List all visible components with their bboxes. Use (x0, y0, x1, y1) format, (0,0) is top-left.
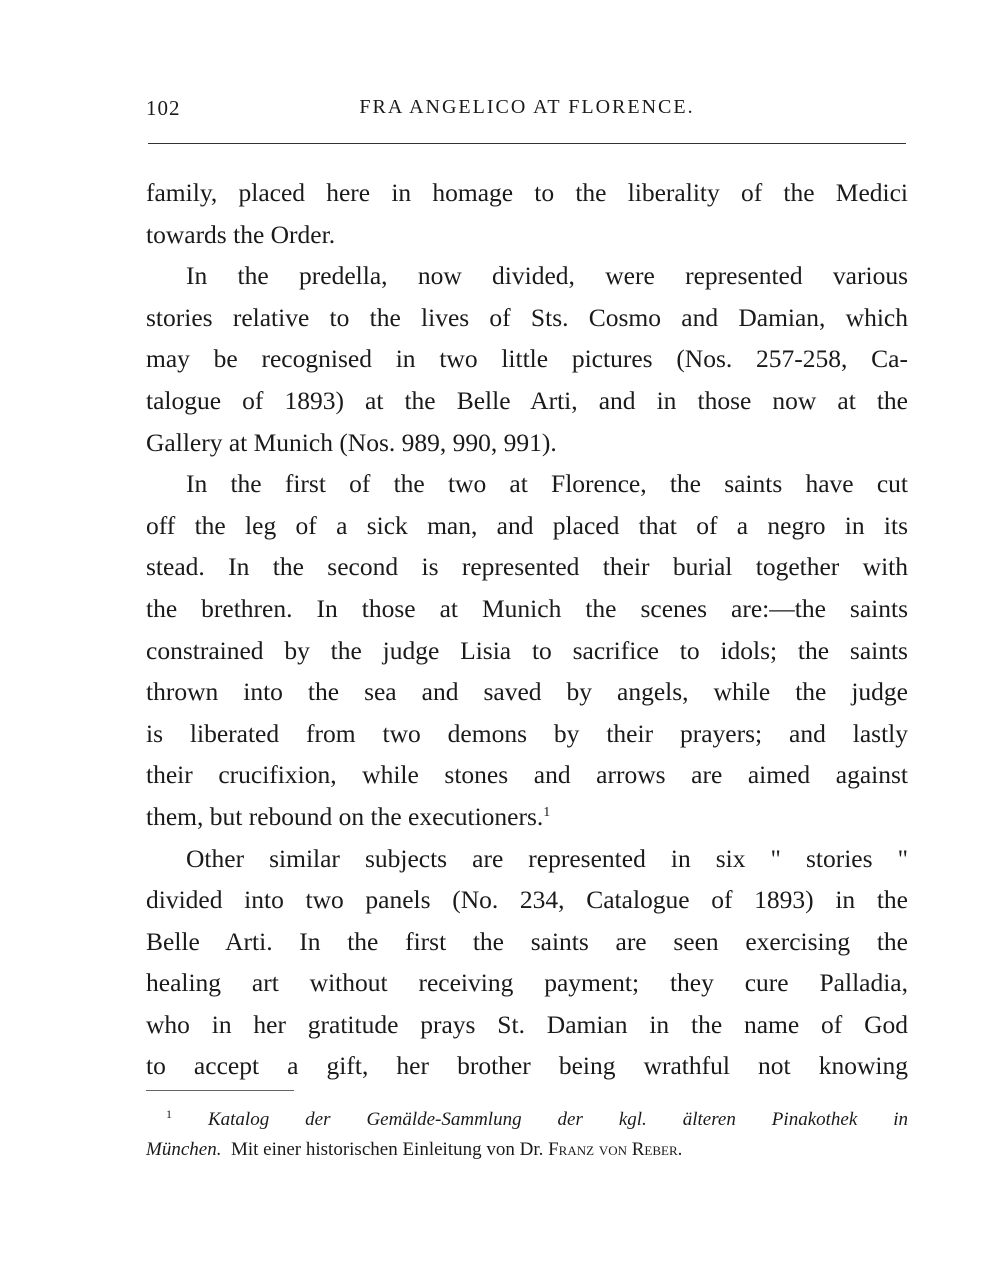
footnote-city: München. (146, 1139, 222, 1160)
footnote-line (146, 1135, 908, 1165)
header-rule (148, 143, 906, 144)
text-line: divided into two panels (No. 234, Catalogue of 1893) in the (146, 885, 908, 915)
text-line: stories relative to the lives of Sts. Cosmo and Damian, which (146, 302, 908, 332)
text-line: to accept a gift, her brother being wrathful not knowing (146, 1051, 908, 1081)
footnote-author: Franz von Reber. (548, 1139, 683, 1160)
text-line: Belle Arti. In the first the saints are seen exercising the (146, 926, 908, 956)
text-line: talogue of 1893) at the Belle Arti, and in those now at the (146, 385, 908, 415)
text-line: Other similar subjects are represented in six " stories " (186, 843, 908, 873)
text-line: In the predella, now divided, were represented various (186, 261, 908, 291)
footnote-rule (146, 1090, 294, 1091)
text-line: constrained by the judge Lisia to sacrifice to idols; the saints (146, 635, 908, 665)
text-line: Gallery at Munich (Nos. 989, 990, 991). (146, 427, 557, 457)
page-number: 102 (146, 96, 181, 120)
text-line: the brethren. In those at Munich the scenes are:—the saints (146, 593, 908, 623)
text-line: may be recognised in two little pictures (Nos. 257-258, Ca- (146, 344, 908, 374)
text-line: family, placed here in homage to the liberality of the Medici (146, 178, 908, 207)
body-text (146, 172, 908, 1087)
footnote-title: Katalog der Gemälde-Sammlung der kgl. älteren Pinakothek in (207, 1109, 909, 1130)
text-line: stead. In the second is represented their burial together with (146, 552, 908, 582)
text-line: their crucifixion, while stones and arrows are aimed against (146, 760, 908, 790)
text-line: them, but rebound on the executioners. (146, 801, 544, 831)
text-line-with-note (146, 796, 908, 838)
running-title: FRA ANGELICO AT FLORENCE. (359, 96, 695, 118)
page-header (146, 96, 908, 126)
footnote-marker: 1 (166, 1107, 172, 1121)
text-line: towards the Order. (146, 219, 336, 249)
footnote-reference[interactable]: 1 (543, 804, 551, 820)
footnote-line (146, 1105, 908, 1135)
text-line: is liberated from two demons by their prayers; and lastly (146, 718, 908, 748)
footnote (146, 1105, 908, 1165)
text-line: who in her gratitude prays St. Damian in the name of God (146, 1009, 908, 1039)
text-line: thrown into the sea and saved by angels, while the judge (146, 677, 908, 707)
text-line: off the leg of a sick man, and placed that of a negro in its (146, 510, 908, 540)
text-line: In the first of the two at Florence, the saints have cut (186, 469, 908, 499)
text-line: healing art without receiving payment; they cure Palladia, (146, 968, 908, 998)
footnote-text: Mit einer historischen Einleitung von Dr. (230, 1139, 544, 1160)
